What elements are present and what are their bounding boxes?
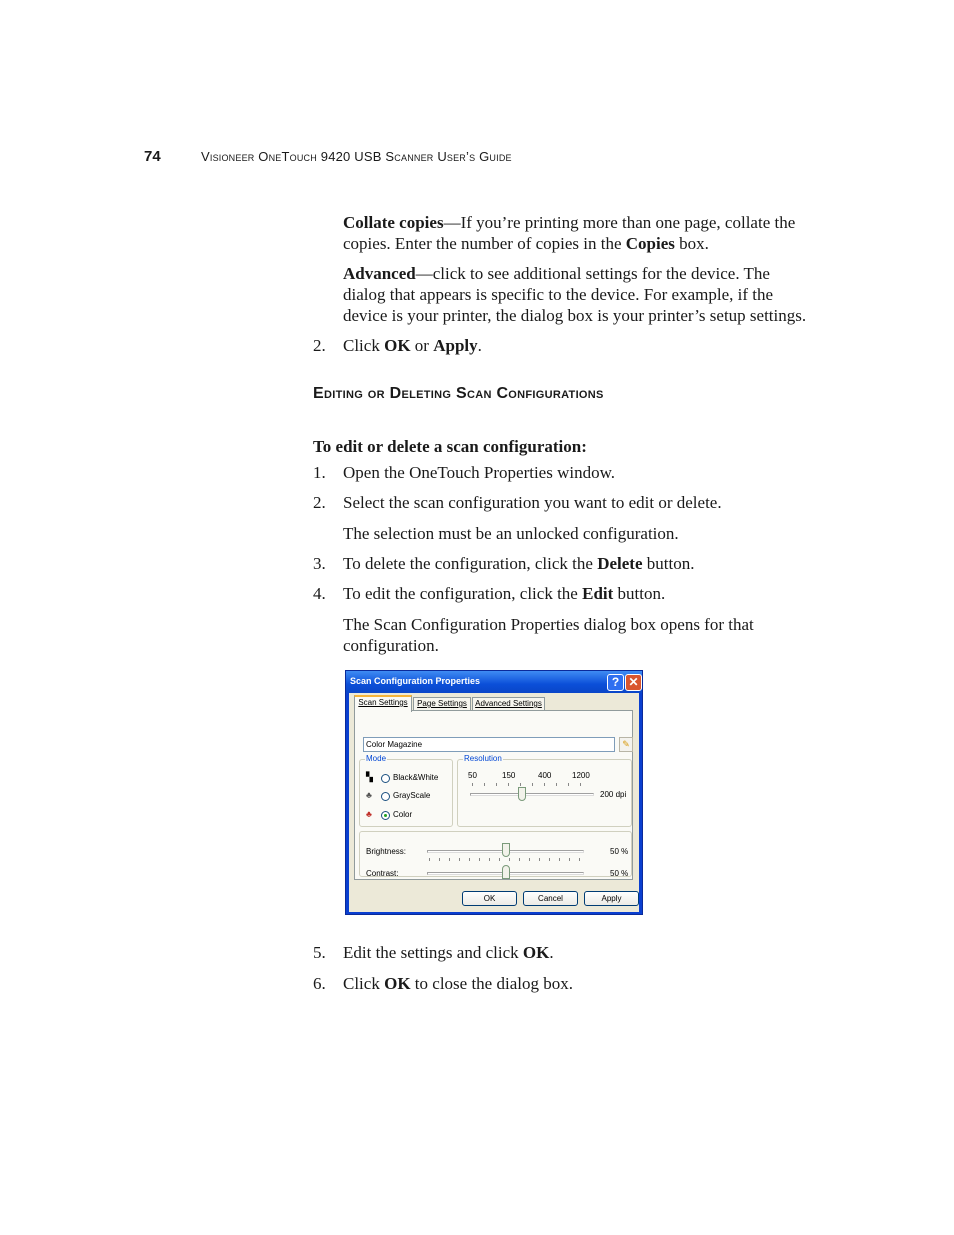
advanced-line3: device is your printer, the dialog box is your printer’s setup settings. — [343, 306, 807, 325]
resolution-ticks — [472, 783, 592, 786]
resolution-value: 200 dpi — [600, 790, 627, 799]
delete-term: Delete — [597, 554, 643, 573]
config-name-input[interactable]: Color Magazine — [363, 737, 615, 752]
edit-term: Edit — [582, 584, 614, 603]
step-edit — [343, 583, 665, 604]
advanced-line2: dialog that appears is specific to the device. For example, if the — [343, 285, 774, 304]
collate-text-a: —If you’re printing more than one page, collate the — [443, 213, 796, 232]
resolution-tick-label: 400 — [538, 771, 552, 780]
step-number: 4. — [313, 584, 326, 603]
resolution-slider-thumb[interactable] — [518, 787, 526, 801]
brightness-label: Brightness: — [366, 847, 407, 856]
running-header-title: Visioneer OneTouch 9420 USB Scanner User’s Guide — [201, 149, 512, 164]
step-text: Click — [343, 336, 385, 355]
step-number: 5. — [313, 943, 326, 962]
apply-term: Apply — [433, 336, 478, 355]
step-text: . — [549, 943, 554, 962]
step-text: button. — [613, 584, 666, 603]
collate-term: Collate copies — [343, 213, 444, 232]
advanced-line1: —click to see additional settings for the device. The — [415, 264, 770, 283]
resolution-group — [457, 754, 632, 827]
tab-label: Advanced Settings — [475, 699, 542, 708]
mode-group — [359, 754, 453, 827]
resolution-slider-track[interactable] — [470, 793, 594, 796]
note-line2: configuration. — [343, 636, 439, 655]
tab-label: Scan Settings — [358, 698, 408, 707]
help-button[interactable]: ? — [607, 674, 624, 691]
note-unlocked: The selection must be an unlocked configuration. — [343, 524, 679, 543]
contrast-label: Contrast: — [366, 869, 399, 878]
step-text: or — [410, 336, 434, 355]
resolution-tick-label: 150 — [502, 771, 516, 780]
tab-advanced-settings[interactable] — [472, 697, 545, 711]
color-label: Color — [393, 810, 413, 819]
dialog-title: Scan Configuration Properties — [350, 676, 481, 686]
close-button[interactable]: ✕ — [625, 674, 642, 691]
step-text: . — [477, 336, 482, 355]
page-number: 74 — [144, 148, 161, 165]
step-close-dialog — [343, 973, 573, 994]
step-select-config: Select the scan configuration you want to edit or delete. — [343, 493, 722, 512]
scan-configuration-dialog — [345, 670, 643, 915]
step-number: 2. — [313, 336, 326, 355]
brightness-slider-thumb[interactable] — [502, 843, 510, 857]
collate-text-c: box. — [674, 234, 709, 253]
collate-text-b: copies. Enter the number of copies in the — [343, 234, 626, 253]
note-dialog-opens — [343, 614, 823, 656]
adjustments-group — [359, 831, 632, 877]
step-number: 3. — [313, 554, 326, 573]
step-text: To delete the configuration, click the — [343, 554, 598, 573]
resolution-label: Resolution — [464, 754, 502, 763]
step-number: 2. — [313, 493, 326, 512]
tab-page-settings[interactable] — [413, 697, 471, 711]
ok-button[interactable]: OK — [462, 891, 517, 906]
step-edit-settings — [343, 942, 554, 963]
step-number: 6. — [313, 974, 326, 993]
step-open-properties: Open the OneTouch Properties window. — [343, 463, 616, 482]
black-white-label: Black&White — [393, 773, 439, 782]
folder-icon[interactable]: ✎ — [619, 737, 633, 752]
ok-term: OK — [522, 943, 550, 962]
step-delete — [343, 553, 694, 574]
color-icon: ♣ — [366, 809, 372, 819]
section-heading: Editing or Deleting Scan Configurations — [313, 385, 604, 402]
grayscale-radio[interactable] — [381, 792, 390, 801]
ok-term: OK — [384, 336, 411, 355]
step-click-ok-apply — [343, 335, 482, 356]
contrast-slider-thumb[interactable] — [502, 865, 510, 879]
step-text: to close the dialog box. — [410, 974, 573, 993]
contrast-value: 50 % — [610, 869, 629, 878]
step-number: 1. — [313, 463, 326, 482]
copies-term: Copies — [625, 234, 675, 253]
mode-label: Mode — [366, 754, 387, 763]
resolution-tick-label: 50 — [468, 771, 477, 780]
dialog-body — [349, 693, 639, 912]
note-line1: The Scan Configuration Properties dialog box opens for that — [343, 615, 754, 634]
color-radio[interactable] — [381, 811, 390, 820]
advanced-paragraph — [343, 263, 823, 326]
resolution-tick-label: 1200 — [572, 771, 590, 780]
grayscale-icon: ♣ — [366, 790, 372, 800]
ok-term: OK — [384, 974, 411, 993]
dialog-title-bar — [346, 671, 642, 693]
collate-paragraph — [343, 212, 823, 254]
apply-button[interactable]: Apply — [584, 891, 639, 906]
step-text: Click — [343, 974, 385, 993]
brightness-value: 50 % — [610, 847, 629, 856]
step-text: To edit the configuration, click the — [343, 584, 583, 603]
advanced-term: Advanced — [343, 264, 416, 283]
grayscale-label: GrayScale — [393, 791, 431, 800]
black-white-icon: ▚ — [366, 772, 373, 782]
brightness-ticks — [429, 858, 582, 861]
tab-label: Page Settings — [417, 699, 467, 708]
cancel-button[interactable]: Cancel — [523, 891, 578, 906]
step-text: button. — [642, 554, 695, 573]
black-white-radio[interactable] — [381, 774, 390, 783]
step-text: Edit the settings and click — [343, 943, 523, 962]
tab-scan-settings[interactable] — [354, 695, 412, 712]
procedure-heading: To edit or delete a scan configuration: — [313, 437, 587, 456]
tab-panel — [354, 710, 633, 880]
